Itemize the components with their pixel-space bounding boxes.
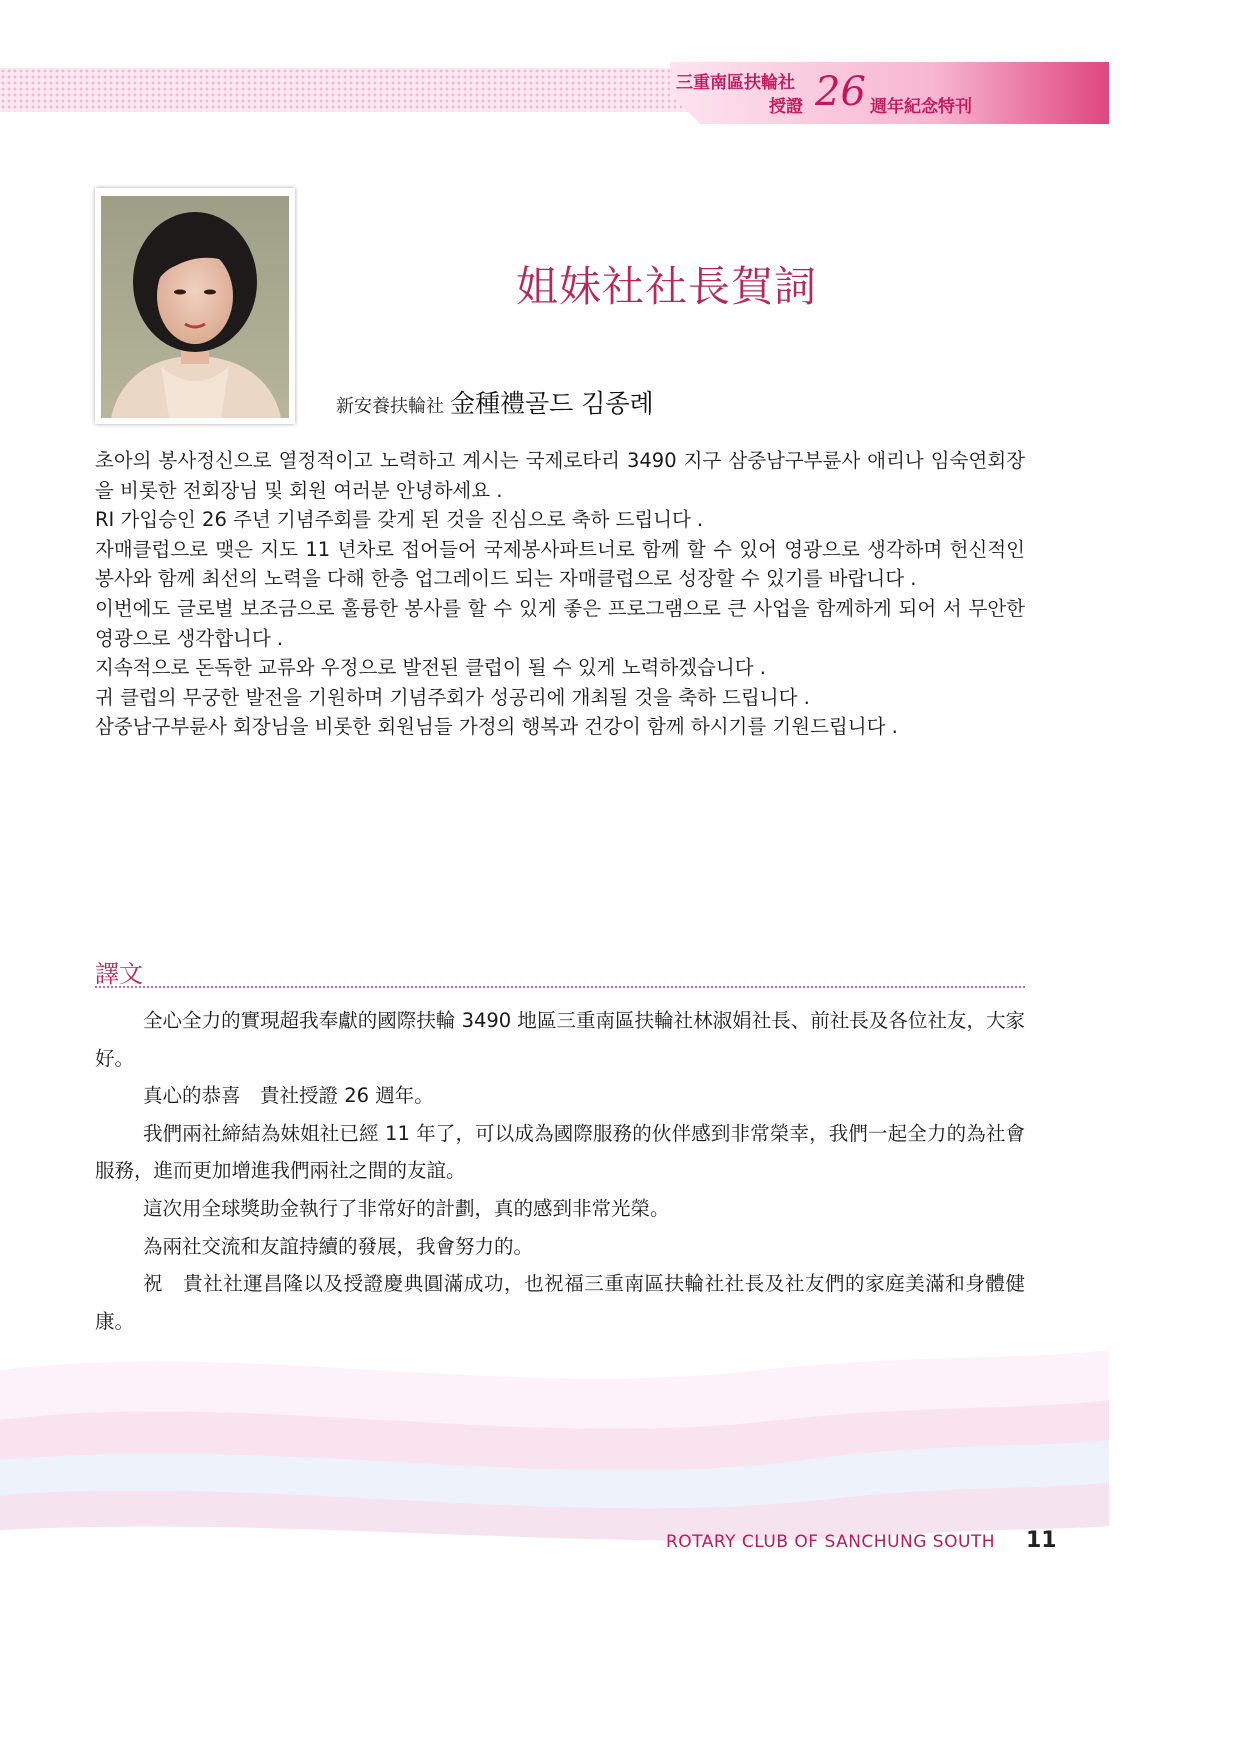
korean-paragraph: 귀 클럽의 무궁한 발전을 기원하며 기념주회가 성공리에 개최될 것을 축하 드립니다 . — [95, 685, 810, 709]
header-certification: 授證 — [769, 97, 803, 117]
sender-club: 新安養扶輪社 — [336, 396, 444, 417]
korean-paragraph: RI 가입승인 26 주년 기념주회를 갖게 된 것을 진심으로 축하 드립니다 . — [95, 508, 704, 532]
header-club-name: 三重南區扶輪社 — [676, 73, 795, 93]
sender-name: 金種禮골드 김종례 — [450, 389, 654, 418]
translation-paragraph: 真心的恭喜 貴社授證 26 週年。 — [143, 1084, 434, 1108]
page-title: 姐妹社社長賀詞 — [516, 262, 818, 311]
korean-message — [95, 446, 1025, 742]
translation-paragraph: 我們兩社締結為妹姐社已經 11 年了，可以成為國際服務的伙伴感到非常榮幸，我們一起全力的為社會服務，進而更加增進我們兩社之間的友誼。 — [95, 1121, 1025, 1183]
translation-paragraph: 祝 貴社社運昌隆以及授證慶典圓滿成功，也祝福三重南區扶輪社社長及社友們的家庭美滿和身體健康。 — [95, 1272, 1025, 1333]
translation-paragraph: 為兩社交流和友誼持續的發展，我會努力的。 — [143, 1234, 534, 1258]
translation-text — [95, 1002, 1025, 1340]
header-anniversary-number: 26 — [815, 69, 866, 115]
korean-paragraph: 삼중남구부륜사 회장님을 비롯한 회원님들 가정의 행복과 건강이 함께 하시기를 기원드립니다 . — [95, 715, 898, 739]
portrait-image — [101, 196, 289, 418]
translation-divider — [95, 986, 1025, 988]
translation-paragraph: 這次用全球獎助金執行了非常好的計劃，真的感到非常光榮。 — [143, 1196, 670, 1220]
portrait-photo — [95, 188, 295, 424]
korean-paragraph: 지속적으로 돈독한 교류와 우정으로 발전된 클럽이 될 수 있게 노력하겠습니다 . — [95, 656, 766, 680]
korean-paragraph: 자매클럽으로 맺은 지도 11 년차로 접어들어 국제봉사파트너로 함께 할 수 있어 영광으로 생각하며 헌신적인 봉사와 함께 최선의 노력을 다해 한층 업그레이드 되는 자매클럽으로 성장할 수 있기를 바랍니다 . — [95, 537, 1025, 591]
header-special-edition: 週年紀念特刊 — [870, 97, 972, 117]
sender-line — [336, 384, 654, 420]
korean-paragraph: 이번에도 글로벌 보조금으로 훌륭한 봉사를 할 수 있게 좋은 프로그램으로 큰 사업을 함께하게 되어 서 무안한 영광으로 생각합니다 . — [95, 596, 1025, 650]
header-pattern — [0, 68, 690, 112]
translation-paragraph: 全心全力的實現超我奉獻的國際扶輪 3490 地區三重南區扶輪社林淑娟社長、前社長及各位社友，大家好。 — [95, 1009, 1025, 1070]
korean-paragraph: 초아의 봉사정신으로 열정적이고 노력하고 계시는 국제로타리 3490 지구 삼중남구부륜사 애리나 임숙연회장을 비롯한 전회장님 및 회원 여러분 안녕하세요 . — [95, 449, 1025, 502]
page-number: 11 — [1026, 1528, 1057, 1553]
footer-club-name: ROTARY CLUB OF SANCHUNG SOUTH — [666, 1532, 996, 1552]
translation-heading: 譯文 — [95, 960, 143, 988]
